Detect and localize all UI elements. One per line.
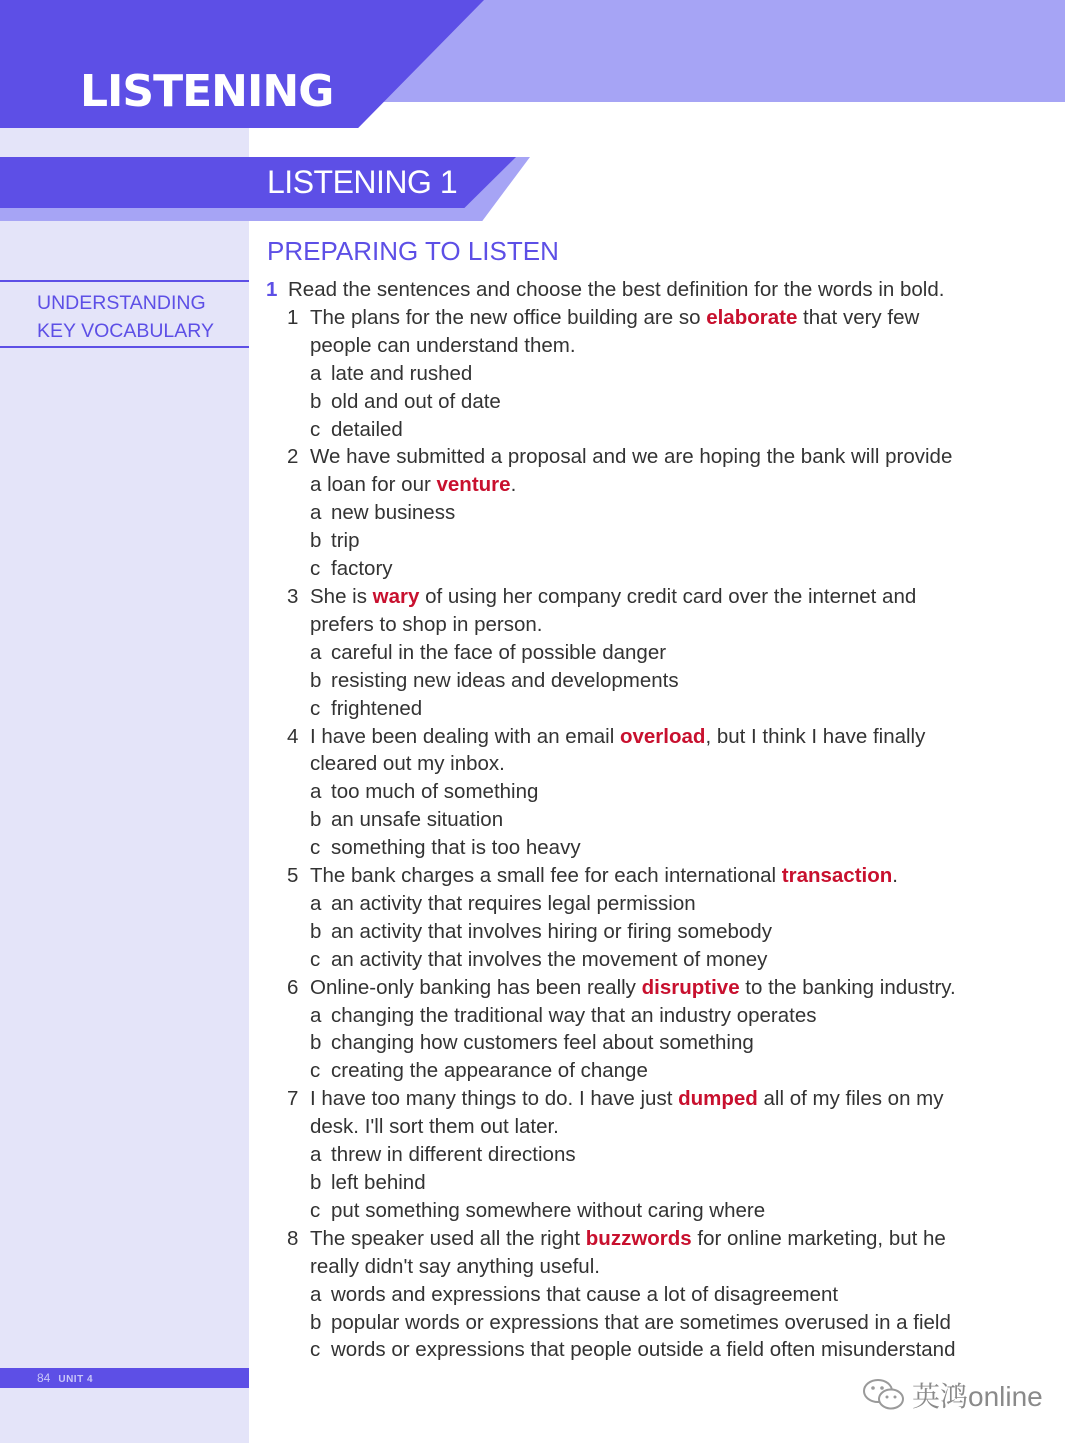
option-row [266, 1281, 966, 1309]
option-text: changing the traditional way that an industry operates [331, 1003, 817, 1027]
option-text: creating the appearance of change [331, 1059, 648, 1083]
option-row [266, 695, 966, 723]
option-letter: b [310, 808, 322, 832]
question-text [266, 725, 925, 748]
option-row [266, 1169, 966, 1197]
option-text: words or expressions that people outside a field often misunderstand [331, 1338, 956, 1362]
option-text: careful in the face of possible danger [331, 640, 667, 664]
keyword: transaction [781, 864, 893, 888]
option-text: an activity that involves the movement of money [331, 947, 768, 971]
option-letter: a [310, 640, 322, 664]
question-line [266, 974, 966, 1002]
question-line [266, 862, 966, 890]
question-text-before: Online-only banking has been really [310, 975, 642, 999]
question-continuation [266, 611, 966, 639]
question [266, 304, 966, 444]
option-letter: b [310, 389, 322, 413]
watermark-text: 英鸿online [912, 1381, 1043, 1412]
option-letter: b [310, 1031, 322, 1055]
question-text-before: I have been dealing with an email [310, 724, 620, 748]
unit-label: UNIT 4 [58, 1374, 94, 1385]
option-row [266, 1309, 966, 1337]
question-list [266, 304, 966, 1364]
question-number: 4 [287, 724, 299, 748]
option-text: old and out of date [331, 389, 501, 413]
option-row [266, 360, 966, 388]
option-letter: b [310, 1310, 322, 1334]
option-text: changing how customers feel about something [331, 1031, 754, 1055]
option-row [266, 918, 966, 946]
option-letter: b [310, 1171, 322, 1194]
option-letter: a [310, 501, 322, 525]
wechat-icon [862, 1377, 906, 1413]
option-text: resisting new ideas and developments [331, 668, 679, 692]
option-text: something that is too heavy [331, 836, 581, 860]
question-text-continued: really didn't say anything useful. [310, 1254, 600, 1278]
keyword: disruptive [641, 975, 740, 999]
question-continuation [266, 750, 966, 778]
question-text-part: We have submitted a proposal and we are hoping the bank will provide [310, 445, 953, 469]
question-text-after: , but I think I have finally [705, 724, 926, 748]
question [266, 862, 966, 974]
option-text: words and expressions that cause a lot of disagreement [331, 1282, 839, 1306]
question-text [266, 306, 919, 329]
option-row [266, 1197, 966, 1225]
question-text-after: all of my files on my [757, 1087, 944, 1111]
option-text: new business [331, 501, 456, 525]
option-text: detailed [331, 417, 403, 441]
option-letter: a [310, 780, 322, 804]
question-text-before: The speaker used all the right [310, 1226, 586, 1250]
question-text [266, 445, 952, 468]
option-row [266, 890, 966, 918]
watermark [862, 1375, 1043, 1415]
option-text: an activity that requires legal permission [331, 891, 696, 915]
option-letter: c [310, 1198, 321, 1222]
keyword: dumped [678, 1087, 758, 1111]
keyword: wary [372, 584, 420, 608]
question-text [266, 976, 956, 999]
question-continuation [266, 1113, 966, 1141]
option-row [266, 667, 966, 695]
question [266, 443, 966, 583]
question-number: 5 [287, 864, 299, 888]
option-row [266, 555, 966, 583]
option-letter: a [310, 1282, 322, 1306]
option-row [266, 416, 966, 444]
question-text-continued: prefers to shop in person. [310, 612, 543, 636]
option-letter: a [310, 361, 322, 385]
question-text [266, 473, 516, 496]
option-letter: c [310, 836, 321, 860]
footer [37, 1371, 93, 1385]
question-continuation [266, 332, 966, 360]
keyword: buzzwords [585, 1226, 692, 1250]
option-row [266, 388, 966, 416]
option-text: put something somewhere without caring where [331, 1198, 766, 1222]
keyword: elaborate [706, 305, 798, 329]
question-text-after: to the banking industry. [739, 975, 956, 999]
exercise-instruction-line [266, 276, 966, 304]
question-text-before: The plans for the new office building are so [310, 305, 707, 329]
question-text-continued: cleared out my inbox. [310, 752, 505, 776]
option-letter: c [310, 947, 321, 971]
question-continuation [266, 1253, 966, 1281]
question-number: 8 [287, 1226, 299, 1250]
option-row [266, 1141, 966, 1169]
question-text-before: She is [310, 584, 373, 608]
option-row [266, 834, 966, 862]
option-letter: c [310, 696, 321, 720]
question [266, 723, 966, 863]
part-heading: PREPARING TO LISTEN [267, 236, 559, 266]
question-text [266, 1227, 946, 1250]
section-title: LISTENING [80, 66, 334, 117]
option-letter: c [310, 1338, 321, 1362]
option-row [266, 639, 966, 667]
option-letter: a [310, 1143, 322, 1167]
option-row [266, 1057, 966, 1085]
option-letter: c [310, 1059, 321, 1083]
skill-label: UNDERSTANDING KEY VOCABULARY [37, 292, 215, 342]
exercise [266, 276, 966, 1364]
option-text: factory [331, 557, 393, 581]
question-number: 7 [287, 1087, 299, 1111]
option-row [266, 806, 966, 834]
option-row [266, 1002, 966, 1030]
question [266, 974, 966, 1086]
question-text-before: a loan for our [310, 473, 437, 497]
question-text-after: . [892, 864, 898, 888]
exercise-number: 1 [266, 278, 278, 301]
option-row [266, 1336, 966, 1364]
question-text-before: The bank charges a small fee for each international [310, 864, 782, 888]
question [266, 1225, 966, 1365]
question-text [266, 1087, 944, 1110]
page-number: 84 [37, 1371, 51, 1385]
question-line [266, 1225, 966, 1253]
question-text-continued: people can understand them. [310, 333, 576, 357]
question-number: 1 [287, 305, 299, 329]
option-letter: a [310, 891, 322, 915]
option-text: left behind [331, 1171, 426, 1194]
option-row [266, 946, 966, 974]
keyword: overload [619, 724, 706, 748]
option-row [266, 778, 966, 806]
option-letter: c [310, 417, 321, 441]
question-text-after: that very few [797, 305, 920, 329]
option-text: frightened [331, 696, 423, 720]
question-text-after: for online marketing, but he [691, 1226, 946, 1250]
question-number: 6 [287, 975, 299, 999]
question-line [266, 583, 966, 611]
question-text-after: . [510, 473, 517, 497]
option-letter: a [310, 1003, 322, 1027]
question-text-after: of using her company credit card over the internet and [419, 584, 917, 608]
question-number: 3 [287, 584, 299, 608]
question-text [266, 864, 898, 887]
question [266, 1085, 966, 1225]
option-row [266, 527, 966, 555]
question-line [266, 1085, 966, 1113]
option-text: popular words or expressions that are sometimes overused in a field [331, 1310, 951, 1334]
question-text-before: I have too many things to do. I have just [310, 1087, 679, 1111]
option-letter: c [310, 557, 321, 581]
question [266, 583, 966, 723]
question-text [266, 585, 916, 608]
option-text: an activity that involves hiring or firing somebody [331, 919, 772, 943]
question-line [266, 723, 966, 751]
option-text: late and rushed [331, 361, 473, 385]
option-letter: b [310, 919, 322, 943]
question-line [266, 304, 966, 332]
exercise-instruction: Read the sentences and choose the best definition for the words in bold. [288, 278, 945, 301]
option-row [266, 1029, 966, 1057]
option-text: too much of something [331, 780, 539, 804]
subsection-title: LISTENING 1 [267, 164, 458, 200]
option-row [266, 499, 966, 527]
option-letter: b [310, 529, 322, 553]
question-text-continued: desk. I'll sort them out later. [310, 1115, 559, 1139]
option-text: threw in different directions [331, 1143, 576, 1167]
option-letter: b [310, 668, 322, 692]
question-line [266, 443, 966, 471]
option-text: trip [331, 529, 360, 553]
question-number: 2 [287, 445, 299, 469]
keyword: venture [436, 473, 511, 497]
question-continuation [266, 471, 966, 499]
option-text: an unsafe situation [331, 808, 504, 832]
